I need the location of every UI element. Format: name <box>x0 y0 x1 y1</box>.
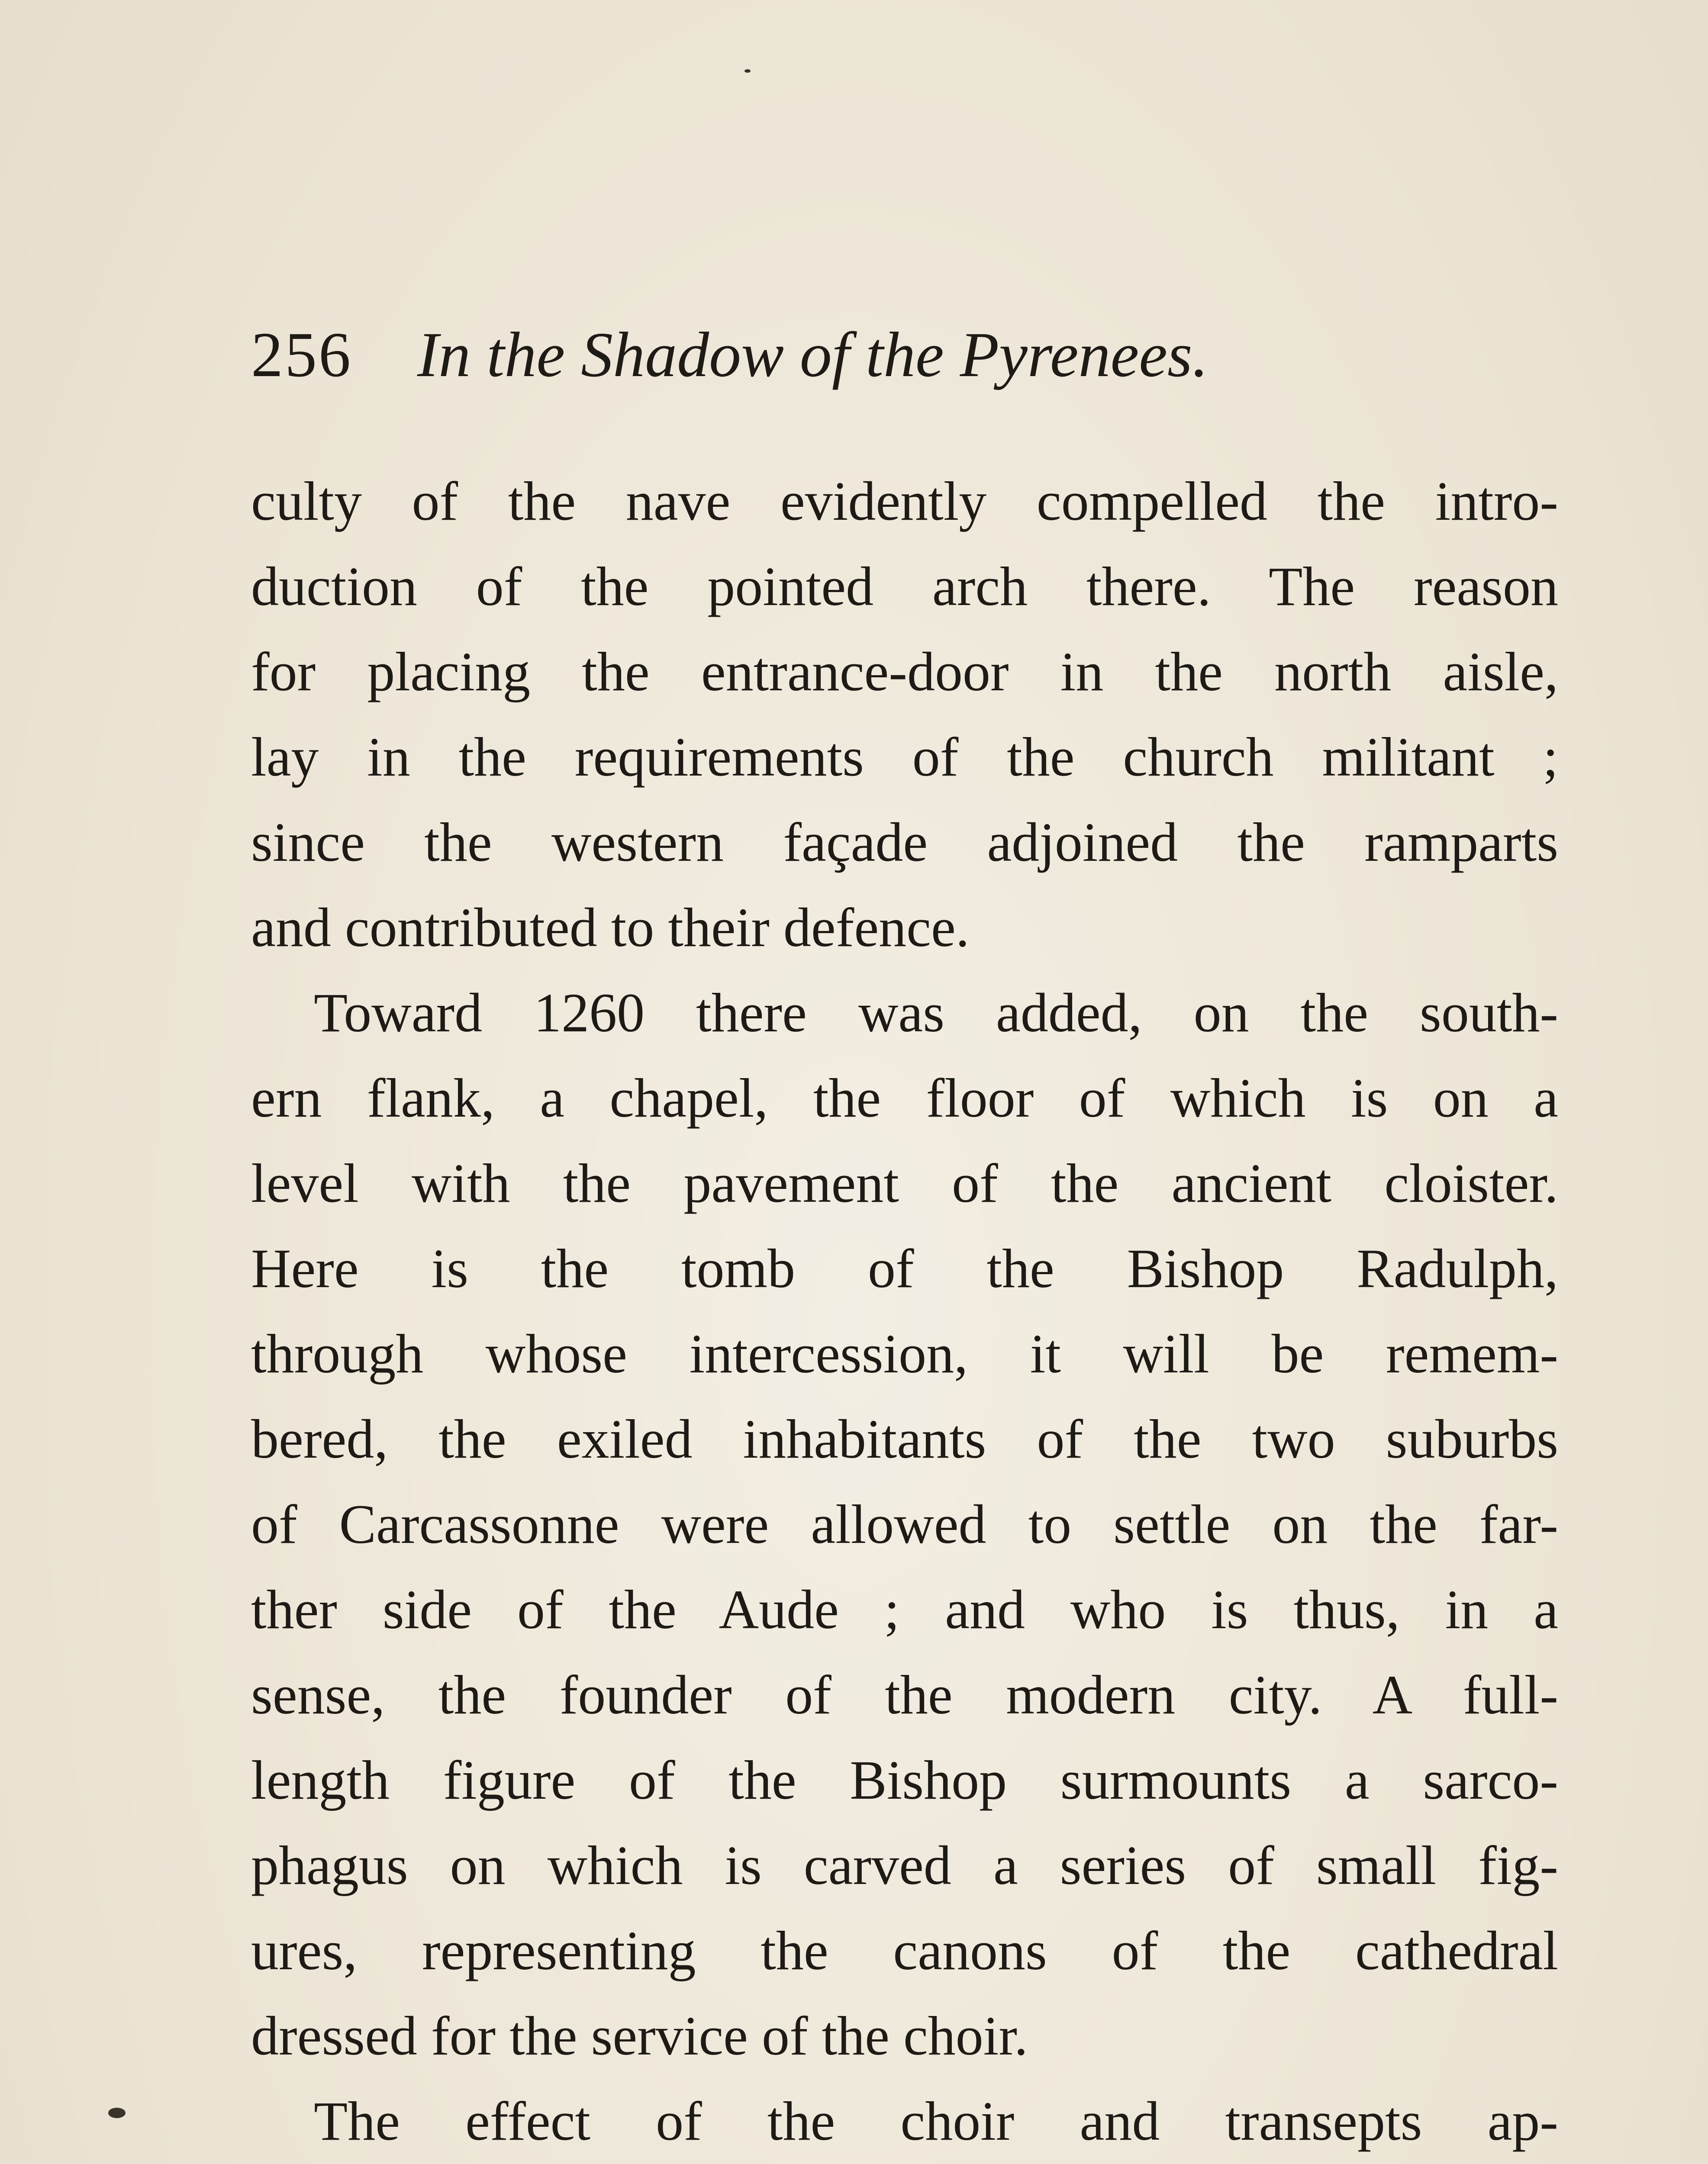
text-line: phagus on which is carved a series of small fig- <box>251 1835 1558 1896</box>
text-line: The effect of the choir and transepts ap- <box>314 2090 1558 2152</box>
text-line: through whose intercession, it will be remem- <box>251 1323 1558 1385</box>
text-line: of Carcassonne were allowed to settle on the far- <box>251 1494 1558 1555</box>
text-line: ern flank, a chapel, the floor of which is on a <box>251 1067 1558 1129</box>
text-line: and contributed to their defence. <box>251 897 970 958</box>
paragraph-2 <box>251 970 1558 2079</box>
paragraph-1 <box>251 459 1558 970</box>
text-line: sense, the founder of the modern city. A full- <box>251 1664 1558 1726</box>
text-line: for placing the entrance-door in the north aisle, <box>251 641 1558 702</box>
text-line: ther side of the Aude ; and who is thus, in a <box>251 1579 1558 1640</box>
text-line: Toward 1260 there was added, on the south- <box>314 982 1558 1043</box>
text-line: since the western façade adjoined the ramparts <box>251 812 1558 873</box>
body-text <box>251 459 1558 2164</box>
running-title: In the Shadow of the Pyrenees. <box>417 319 1208 390</box>
paragraph-3 <box>251 2079 1558 2164</box>
running-header <box>251 312 1550 398</box>
text-line: culty of the nave evidently compelled the intro- <box>251 470 1558 532</box>
text-line: dressed for the service of the choir. <box>251 2005 1028 2067</box>
text-line: Here is the tomb of the Bishop Radulph, <box>251 1238 1558 1299</box>
text-line: length figure of the Bishop surmounts a sarco- <box>251 1749 1558 1811</box>
paper-speck <box>744 69 751 73</box>
text-line: duction of the pointed arch there. The reason <box>251 556 1558 617</box>
text-line: level with the pavement of the ancient cloister. <box>251 1153 1558 1214</box>
text-line: ures, representing the canons of the cathedral <box>251 1920 1558 1981</box>
text-line: bered, the exiled inhabitants of the two suburbs <box>251 1408 1558 1470</box>
text-line: lay in the requirements of the church militant ; <box>251 726 1558 788</box>
page-number: 256 <box>251 319 352 390</box>
paper-speck <box>108 2108 126 2118</box>
